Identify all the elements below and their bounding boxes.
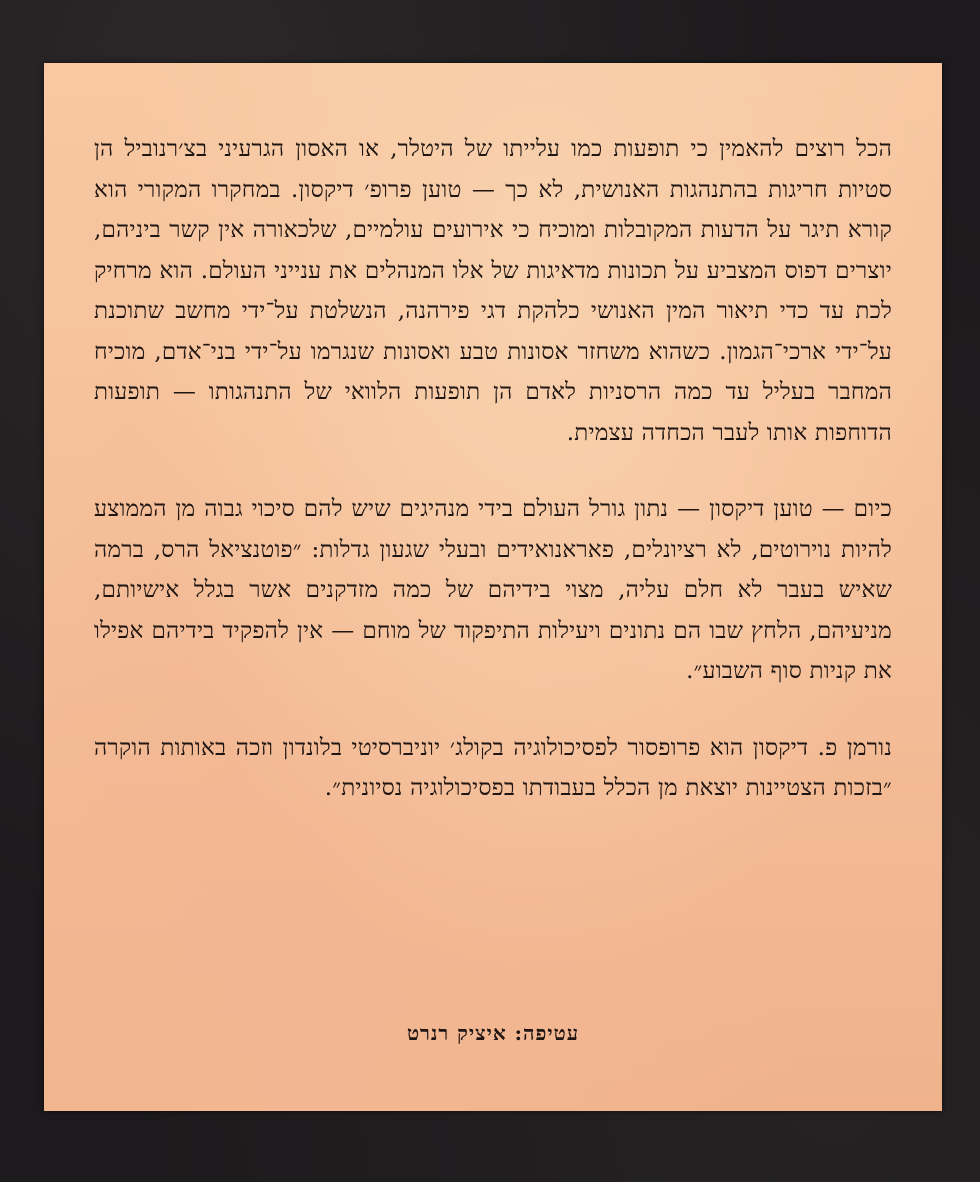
cover-credit: עטיפה: איציק רנרט xyxy=(406,1021,580,1045)
paragraph-quote: כיום — טוען דיקסון — נתון גורל העולם בידי מנהיגים שיש להם סיכוי גבוה מן הממוצע להיות נוירוטים, לא רציונלים, פאראנואידים ובעלי שגעון גדלות: ״פוטנציאל הרס, ברמה שאיש בעבר לא חלם עליה, מצוי בידיהם של כמה מזדקנים אשר בגלל אישיותם, מניעיהם, הלחץ שבו הם נתונים ויעילות התיפקוד של מוחם — אין להפקיד בידיהם אפילו את קניות סוף השבוע״. xyxy=(94,496,892,684)
book-back-cover xyxy=(44,63,942,1111)
paragraph-intro: הכל רוצים להאמין כי תופעות כמו עלייתו של היטלר, או האסון הגרעיני בצ׳רנוביל הן סטיות חריגות בהתנהגות האנושית, לא כך — טוען פרופ׳ דיקסון. במחקרו המקורי הוא קורא תיגר על הדעות המקובלות ומוכיח כי אירועים עולמיים, שלכאורה אין קשר ביניהם, יוצרים דפוס המצביע על תכונות מדאיגות של אלו המנהלים את ענייני העולם. הוא מרחיק לכת עד כדי תיאור המין האנושי כלהקת דגי פירהנה, הנשלטת על־ידי מחשב שתוכנת על־ידי ארכי־הגמון. כשהוא משחזר אסונות טבע ואסונות שנגרמו על־ידי בני־אדם, מוכיח המחבר בעליל עד כמה הרסניות לאדם הן תופעות הלוואי של התנהגותו — תופעות הדוחפות אותו לעבר הכחדה עצמית. xyxy=(94,136,892,446)
paragraph-author-bio: נורמן פ. דיקסון הוא פרופסור לפסיכולוגיה בקולג׳ יוניברסיטי בלונדון וזכה באותות הוקרה ״בזכות הצטיינות יוצאת מן הכלל בעבודתו בפסיכולוגיה נסיונית״. xyxy=(94,734,892,801)
blurb-text xyxy=(94,129,892,845)
